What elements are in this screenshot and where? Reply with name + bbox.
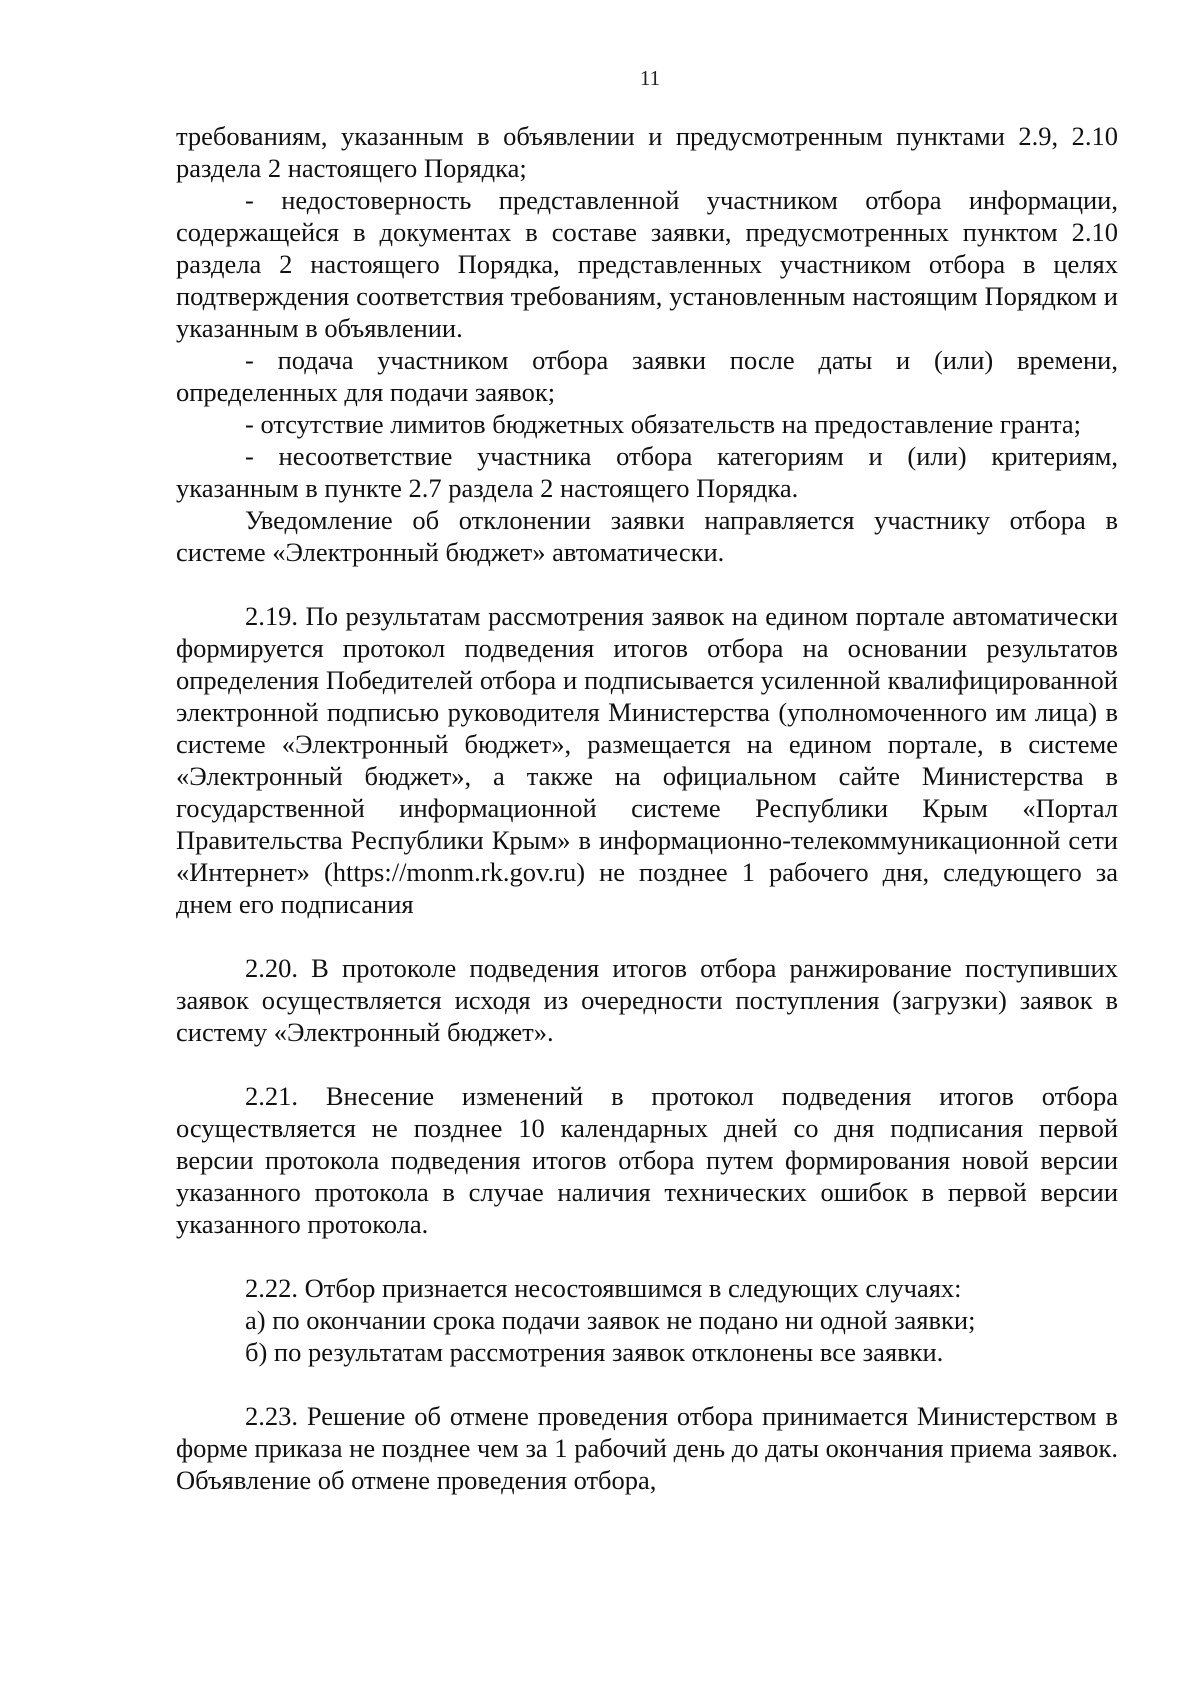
clause-2-22: 2.22. Отбор признается несостоявшимся в следующих случаях: [245,1273,962,1303]
paragraph-continuation: требованиям, указанным в объявлении и предусмотренным пунктами 2.9, 2.10 раздела 2 настоящего Порядка; [176,121,1118,183]
paragraph-rejection-notice: Уведомление об отклонении заявки направляется участнику отбора в системе «Электронный бюджет» автоматически. [176,505,1118,567]
list-item-category-mismatch: - несоответствие участника отбора категориям и (или) критериям, указанным в пункте 2.7 раздела 2 настоящего Порядка. [176,441,1118,503]
list-item-no-budget-limits: - отсутствие лимитов бюджетных обязательств на предоставление гранта; [245,409,1081,439]
clause-2-22-item-a: а) по окончании срока подачи заявок не подано ни одной заявки; [245,1305,976,1335]
list-item-unreliable-info: - недостоверность представленной участником отбора информации, содержащейся в документах в составе заявки, предусмотренных пунктом 2.10 раздела 2 настоящего Порядка, представленных участником отбора в целях подтверждения соответствия требованиям, установленным настоящим Порядком и указанным в объявлении. [176,185,1118,343]
clause-2-19: 2.19. По результатам рассмотрения заявок на едином портале автоматически формируется протокол подведения итогов отбора на основании результатов определения Победителей отбора и подписывается усиленной квалифицированной электронной подписью руководителя Министерства (уполномоченного им лица) в системе «Электронный бюджет», размещается на едином портале, в системе «Электронный бюджет», а также на официальном сайте Министерства в государственной информационной системе Республики Крым «Портал Правительства Республики Крым» в информационно-телекоммуникационной сети «Интернет» (https://monm.rk.gov.ru) не позднее 1 рабочего дня, следующего за днем его подписания [176,601,1118,919]
clause-2-21: 2.21. Внесение изменений в протокол подведения итогов отбора осуществляется не позднее 10 календарных дней со дня подписания первой версии протокола подведения итогов отбора путем формирования новой версии указанного протокола в случае наличия технических ошибок в первой версии указанного протокола. [176,1081,1118,1239]
document-body [176,120,1118,1496]
clause-2-22-item-b: б) по результатам рассмотрения заявок отклонены все заявки. [245,1337,944,1367]
clause-2-23: 2.23. Решение об отмене проведения отбора принимается Министерством в форме приказа не позднее чем за 1 рабочий день до даты окончания приема заявок. Объявление об отмене проведения отбора, [176,1401,1118,1495]
list-item-late-submission: - подача участником отбора заявки после даты и (или) времени, определенных для подачи заявок; [176,345,1118,407]
clause-2-20: 2.20. В протоколе подведения итогов отбора ранжирование поступивших заявок осуществляется исходя из очередности поступления (загрузки) заявок в систему «Электронный бюджет». [176,953,1118,1047]
page-number: 11 [639,66,661,90]
